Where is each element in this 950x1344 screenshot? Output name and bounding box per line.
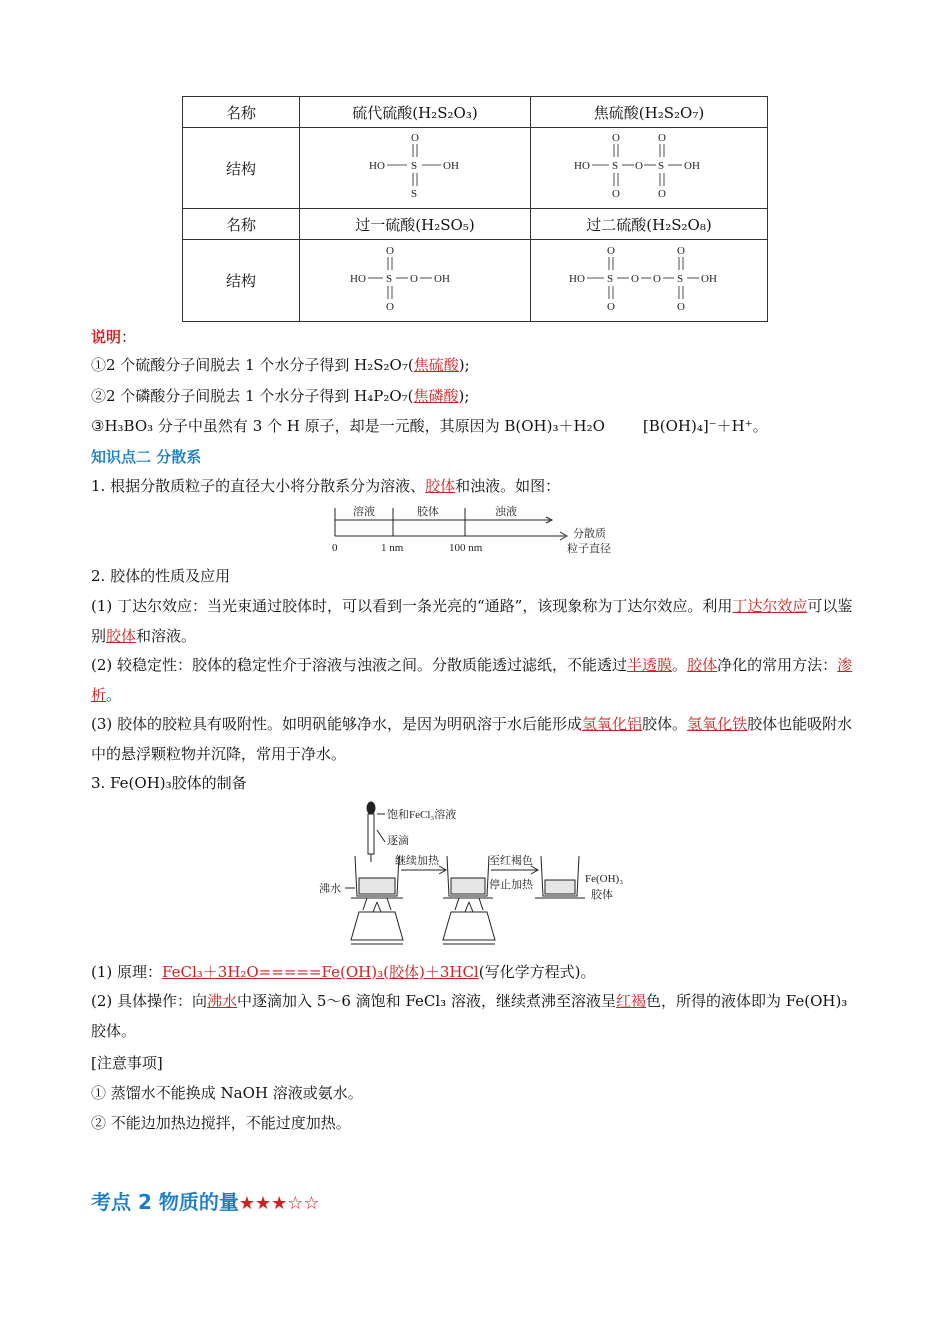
svg-text:O: O bbox=[677, 300, 685, 313]
svg-text:O: O bbox=[612, 132, 620, 144]
svg-text:S: S bbox=[386, 272, 393, 285]
svg-text:HO: HO bbox=[574, 160, 590, 172]
svg-text:S: S bbox=[612, 160, 619, 172]
peroxydisulfuric-acid-name: 过二硫酸(H₂S₂O₈) bbox=[531, 209, 768, 240]
notes-title: 说明： bbox=[91, 328, 137, 346]
label-colloid: 胶体 bbox=[591, 889, 613, 901]
label-dropwise: 逐滴 bbox=[387, 835, 409, 847]
svg-text:HO: HO bbox=[350, 272, 366, 285]
svg-text:O: O bbox=[635, 160, 643, 172]
svg-text:S: S bbox=[411, 188, 418, 200]
paragraph-tyndall: (1) 丁达尔效应：当光束通过胶体时，可以看到一条光亮的“通路”，该现象称为丁达尔效应。利用丁达尔效应可以鉴别胶体和溶液。 bbox=[91, 597, 853, 645]
name-label-2: 名称 bbox=[183, 209, 300, 240]
svg-text:OH: OH bbox=[701, 272, 717, 285]
paragraph-note-b: ② 不能边加热边搅拌，不能过度加热。 bbox=[91, 1114, 351, 1132]
peroxydisulfuric-acid-structure bbox=[531, 240, 768, 322]
paragraph-classification: 1. 根据分散质粒子的直径大小将分散系分为溶液、胶体和浊液。如图： bbox=[91, 477, 561, 495]
axis-label-line2: 粒子直径 bbox=[567, 543, 611, 555]
svg-text:O: O bbox=[677, 244, 685, 257]
pyrosulfuric-acid-structure bbox=[531, 128, 768, 209]
peroxymonosulfuric-acid-structure bbox=[300, 240, 531, 322]
svg-text:O: O bbox=[386, 300, 394, 313]
svg-text:O: O bbox=[410, 272, 418, 285]
peroxydisulfuric-structure-diagram bbox=[569, 244, 729, 314]
svg-text:S: S bbox=[677, 272, 684, 285]
svg-text:O: O bbox=[612, 188, 620, 200]
axis-tick-100nm: 100 nm bbox=[449, 542, 483, 554]
thiosulfuric-acid-name: 硫代硫酸(H₂S₂O₃) bbox=[300, 97, 531, 128]
label-fecl3-solution: 饱和FeCl₃溶液 bbox=[387, 809, 457, 821]
paragraph-preparation-title: 3. Fe(OH)₃胶体的制备 bbox=[91, 774, 247, 792]
thiosulfuric-acid-structure bbox=[300, 128, 531, 209]
section-heading-amount-of-substance: 考点 2 物质的量★★★☆☆ bbox=[91, 1190, 320, 1214]
svg-text:HO: HO bbox=[369, 160, 385, 172]
axis-label-line1: 分散质 bbox=[573, 528, 606, 540]
paragraph-colloid-properties: 2. 胶体的性质及应用 bbox=[91, 567, 231, 585]
structure-label-2: 结构 bbox=[183, 240, 300, 322]
note-2: ②2 个磷酸分子间脱去 1 个水分子得到 H₄P₂O₇(焦磷酸); bbox=[91, 387, 470, 405]
axis-tick-1nm: 1 nm bbox=[381, 542, 404, 554]
pyrosulfuric-acid-name: 焦硫酸(H₂S₂O₇) bbox=[531, 97, 768, 128]
svg-text:OH: OH bbox=[443, 160, 459, 172]
note-1: ①2 个硫酸分子间脱去 1 个水分子得到 H₂S₂O₇(焦硫酸); bbox=[91, 356, 470, 374]
svg-text:S: S bbox=[658, 160, 665, 172]
axis-colloid-label: 胶体 bbox=[417, 506, 439, 518]
note-3: ③H₃BO₃ 分子中虽然有 3 个 H 原子，却是一元酸，其原因为 B(OH)₃＋H₂O [B(OH)₄]⁻＋H⁺。 bbox=[91, 417, 768, 435]
label-red-brown: 至红褐色 bbox=[489, 855, 533, 867]
label-continue-heating: 继续加热 bbox=[395, 855, 439, 867]
svg-text:O: O bbox=[607, 300, 615, 313]
svg-text:O: O bbox=[658, 188, 666, 200]
paragraph-principle: (1) 原理：FeCl₃＋3H₂O=====Fe(OH)₃(胶体)＋3HCl(写化学方程式)。 bbox=[91, 963, 596, 981]
difficulty-stars: ★★★☆☆ bbox=[238, 1193, 320, 1214]
paragraph-notes-heading: [注意事项] bbox=[91, 1054, 163, 1072]
svg-text:HO: HO bbox=[569, 272, 585, 285]
svg-text:O: O bbox=[607, 244, 615, 257]
paragraph-stability: (2) 较稳定性：胶体的稳定性介于溶液与浊液之间。分散质能透过滤纸，不能透过半透膜。胶体净化的常用方法：渗析。 bbox=[91, 656, 853, 704]
paragraph-operation: (2) 具体操作：向沸水中逐滴加入 5～6 滴饱和 FeCl₃ 溶液，继续煮沸至溶液呈红褐色，所得的液体即为 Fe(OH)₃胶体。 bbox=[91, 992, 848, 1040]
label-fe-oh3: Fe(OH)₃ bbox=[585, 873, 624, 885]
name-label: 名称 bbox=[183, 97, 300, 128]
acid-structure-table bbox=[182, 96, 768, 322]
structure-label: 结构 bbox=[183, 128, 300, 209]
svg-text:O: O bbox=[386, 244, 394, 257]
svg-text:O: O bbox=[658, 132, 666, 144]
svg-text:OH: OH bbox=[434, 272, 450, 285]
pyrosulfuric-structure-diagram bbox=[574, 131, 724, 201]
svg-text:S: S bbox=[607, 272, 614, 285]
peroxymonosulfuric-structure-diagram bbox=[350, 244, 480, 314]
particle-size-axis-diagram bbox=[325, 500, 625, 558]
svg-text:S: S bbox=[411, 160, 418, 172]
label-stop-heating: 停止加热 bbox=[489, 879, 533, 891]
section-heading-dispersion: 知识点二 分散系 bbox=[91, 448, 202, 466]
axis-suspension-label: 浊液 bbox=[495, 506, 517, 518]
svg-text:OH: OH bbox=[684, 160, 700, 172]
svg-text:O: O bbox=[653, 272, 661, 285]
label-boiling-water: 沸水 bbox=[319, 883, 341, 895]
axis-solution-label: 溶液 bbox=[353, 506, 375, 518]
paragraph-adsorption: (3) 胶体的胶粒具有吸附性。如明矾能够净水，是因为明矾溶于水后能形成氢氧化铝胶体。氢氧化铁胶体也能吸附水中的悬浮颗粒物并沉降，常用于净水。 bbox=[91, 715, 853, 763]
thiosulfuric-structure-diagram bbox=[355, 131, 475, 201]
paragraph-note-a: ① 蒸馏水不能换成 NaOH 溶液或氨水。 bbox=[91, 1084, 363, 1102]
axis-tick-0: 0 bbox=[332, 542, 338, 554]
svg-text:O: O bbox=[631, 272, 639, 285]
fe-oh3-preparation-diagram bbox=[315, 800, 635, 952]
svg-text:O: O bbox=[411, 132, 419, 144]
peroxymonosulfuric-acid-name: 过一硫酸(H₂SO₅) bbox=[300, 209, 531, 240]
